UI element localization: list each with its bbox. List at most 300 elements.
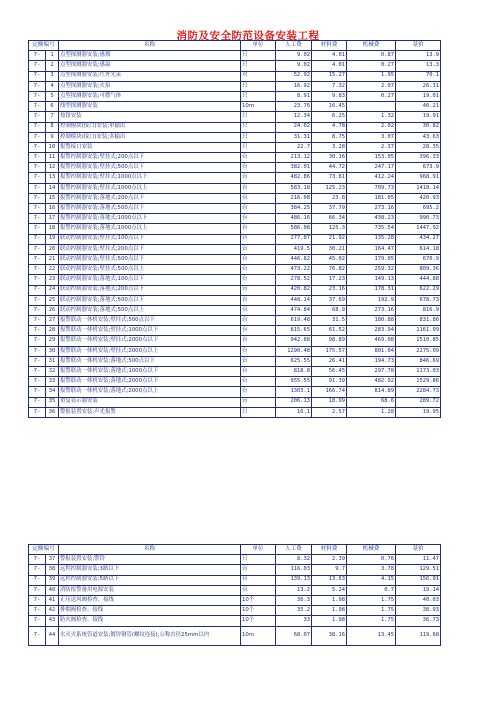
material-cost: 166.74	[312, 387, 347, 397]
table-row	[29, 397, 441, 407]
labor-cost: 16.92	[276, 81, 312, 91]
code-prefix: 7-	[29, 173, 46, 183]
machine-cost: 482.92	[347, 377, 396, 387]
material-cost: 30.21	[312, 244, 347, 254]
material-cost: 91.39	[312, 377, 347, 387]
header-name: 名称	[59, 41, 241, 51]
base-price: 11.47	[396, 555, 441, 565]
material-cost: 2.57	[312, 407, 347, 417]
base-price: 40.03	[396, 595, 441, 605]
code-number: 38	[46, 565, 59, 575]
base-price: 1510.85	[396, 336, 441, 346]
machine-cost: 2.02	[347, 122, 396, 132]
table-row	[29, 565, 441, 575]
item-unit: 台	[241, 377, 276, 387]
header-base: 基价	[396, 545, 441, 555]
base-price: 846.69	[396, 356, 441, 366]
code-number: 30	[46, 346, 59, 356]
code-prefix: 7-	[29, 81, 46, 91]
table-row	[29, 254, 441, 264]
base-price: 19.91	[396, 112, 441, 122]
item-name: 报警控制器安装;壁挂式;1000点以上	[59, 183, 241, 193]
code-number: 14	[46, 183, 59, 193]
table-row	[29, 173, 441, 183]
item-name: 报警联动一体机安装;落地式;1000点以下	[59, 367, 241, 377]
table-row	[29, 142, 441, 152]
code-prefix: 7-	[29, 91, 46, 101]
labor-cost: 9.02	[276, 61, 312, 71]
machine-cost: 273.16	[347, 204, 396, 214]
item-unit: 只	[241, 51, 276, 61]
table-row	[29, 346, 441, 356]
code-number: 5	[46, 91, 59, 101]
item-name: 水灭火系统管道安装;镀锌钢管(螺纹连接);公称直径25mm以内	[59, 626, 241, 645]
code-number: 42	[46, 606, 59, 616]
code-number: 8	[46, 122, 59, 132]
labor-cost: 482.86	[276, 173, 312, 183]
labor-cost: 278.52	[276, 275, 312, 285]
table-row	[29, 356, 441, 366]
code-prefix: 7-	[29, 606, 46, 616]
table-row	[29, 214, 441, 224]
machine-cost: 283.94	[347, 326, 396, 336]
item-unit: 台	[241, 214, 276, 224]
item-name: 点型探测器安装;火焰	[59, 81, 241, 91]
table-row	[29, 275, 441, 285]
material-cost: 98.89	[312, 336, 347, 346]
item-name: 线型探测器安装	[59, 102, 241, 112]
table-row	[29, 132, 441, 142]
item-unit: 台	[241, 153, 276, 163]
item-name: 消防报警备用电源安装	[59, 585, 241, 595]
material-cost: 26.41	[312, 356, 347, 366]
machine-cost: 181.05	[347, 193, 396, 203]
labor-cost: 1303.1	[276, 387, 312, 397]
item-name: 点型探测器安装;红外光束	[59, 71, 241, 81]
labor-cost: 206.13	[276, 397, 312, 407]
labor-cost: 448.14	[276, 295, 312, 305]
item-unit: 台	[241, 305, 276, 315]
table-header-row	[29, 41, 441, 51]
item-unit: 台	[241, 173, 276, 183]
labor-cost: 382.01	[276, 163, 312, 173]
code-prefix: 7-	[29, 102, 46, 112]
base-price: 1447.92	[396, 224, 441, 234]
code-prefix: 7-	[29, 214, 46, 224]
base-price: 614.18	[396, 244, 441, 254]
item-name: 联动控制器安装;壁挂式;500点以上	[59, 265, 241, 275]
machine-cost: 178.31	[347, 285, 396, 295]
code-prefix: 7-	[29, 346, 46, 356]
machine-cost: 4.15	[347, 575, 396, 585]
table-row	[29, 575, 441, 585]
item-unit: 台	[241, 254, 276, 264]
item-unit: 台	[241, 285, 276, 295]
material-cost: 15.27	[312, 71, 347, 81]
header-unit: 单位	[241, 41, 276, 51]
code-number: 37	[46, 555, 59, 565]
machine-cost: 180.88	[347, 316, 396, 326]
table-row	[29, 616, 441, 626]
table-row	[29, 193, 441, 203]
code-number: 4	[46, 81, 59, 91]
labor-cost: 52.92	[276, 71, 312, 81]
machine-cost: 2.37	[347, 142, 396, 152]
item-unit: 台	[241, 193, 276, 203]
header-material: 材料费	[312, 41, 347, 51]
item-name: 报警联动一体机安装;落地式;500点以下	[59, 356, 241, 366]
code-number: 41	[46, 595, 59, 605]
base-price: 129.51	[396, 565, 441, 575]
code-prefix: 7-	[29, 407, 46, 417]
item-name: 联动控制器安装;落地式;500点以上	[59, 305, 241, 315]
code-number: 20	[46, 244, 59, 254]
machine-cost: 194.73	[347, 356, 396, 366]
base-price: 38.93	[396, 606, 441, 616]
code-number: 19	[46, 234, 59, 244]
material-cost: 1.98	[312, 595, 347, 605]
labor-cost: 9.02	[276, 51, 312, 61]
code-number: 36	[46, 407, 59, 417]
table-row	[29, 51, 441, 61]
item-name: 报警联动一体机安装;壁挂式;500点以下	[59, 316, 241, 326]
labor-cost: 955.55	[276, 377, 312, 387]
item-unit: 只	[241, 132, 276, 142]
base-price: 156.91	[396, 575, 441, 585]
base-price: 1173.03	[396, 367, 441, 377]
material-cost: 37.79	[312, 204, 347, 214]
code-number: 1	[46, 51, 59, 61]
machine-cost: 179.05	[347, 254, 396, 264]
base-price: 19.01	[396, 91, 441, 101]
material-cost: 4.01	[312, 51, 347, 61]
base-price: 26.31	[396, 81, 441, 91]
labor-cost: 13.2	[276, 585, 312, 595]
header-base: 基价	[396, 41, 441, 51]
table-row	[29, 91, 441, 101]
item-name: 点型探测器安装;感烟	[59, 51, 241, 61]
table-row	[29, 606, 441, 616]
header-labor: 人工费	[276, 41, 312, 51]
item-name: 报警联动一体机安装;落地式;2000点以下	[59, 377, 241, 387]
item-name: 报警联动一体机安装;壁挂式;2000点以下	[59, 336, 241, 346]
material-cost: 37.69	[312, 295, 347, 305]
header-machine: 机械费	[347, 545, 396, 555]
base-price: 19.14	[396, 585, 441, 595]
code-prefix: 7-	[29, 71, 46, 81]
base-price: 1529.86	[396, 377, 441, 387]
material-cost: 61.52	[312, 326, 347, 336]
machine-cost: 1.95	[347, 71, 396, 81]
table-row	[29, 265, 441, 275]
material-cost: 1.98	[312, 616, 347, 626]
item-unit: 台	[241, 356, 276, 366]
code-number: 32	[46, 367, 59, 377]
base-price: 13.9	[396, 51, 441, 61]
base-price: 434.27	[396, 234, 441, 244]
material-cost: 9.7	[312, 565, 347, 575]
machine-cost: 68.6	[347, 397, 396, 407]
labor-cost: 33	[276, 616, 312, 626]
table-row	[29, 387, 441, 397]
machine-cost: 273.16	[347, 305, 396, 315]
item-name: 报警联动一体机安装;壁挂式;2000点以上	[59, 346, 241, 356]
code-prefix: 7-	[29, 316, 46, 326]
item-unit: 10m	[241, 626, 276, 645]
code-number: 12	[46, 163, 59, 173]
machine-cost: 0.27	[347, 61, 396, 71]
machine-cost: 814.89	[347, 387, 396, 397]
code-prefix: 7-	[29, 565, 46, 575]
code-prefix: 7-	[29, 305, 46, 315]
code-prefix: 7-	[29, 224, 46, 234]
machine-cost: 0.87	[347, 51, 396, 61]
material-cost: 31.5	[312, 316, 347, 326]
code-number: 28	[46, 326, 59, 336]
item-unit: 只	[241, 407, 276, 417]
table-row	[29, 377, 441, 387]
item-name: 重复显示器安装	[59, 397, 241, 407]
machine-cost: 3.07	[347, 132, 396, 142]
item-name: 联动控制器安装;壁挂式;500点以下	[59, 254, 241, 264]
item-name: 报警控制器安装;壁挂式;500点以下	[59, 163, 241, 173]
material-cost: 23.8	[312, 193, 347, 203]
header-unit: 单位	[241, 545, 276, 555]
item-name: 报警控制器安装;落地式;1000点以下	[59, 214, 241, 224]
code-number: 27	[46, 316, 59, 326]
labor-cost: 474.84	[276, 305, 312, 315]
item-name: 排烟阀检查、接线	[59, 606, 241, 616]
table-row	[29, 61, 441, 71]
item-unit: 台	[241, 244, 276, 254]
code-prefix: 7-	[29, 326, 46, 336]
item-name: 按钮安装	[59, 112, 241, 122]
machine-cost: 469.08	[347, 336, 396, 346]
material-cost: 45.02	[312, 254, 347, 264]
table-row	[29, 153, 441, 163]
code-number: 21	[46, 254, 59, 264]
material-cost: 30.16	[312, 153, 347, 163]
labor-cost: 619.48	[276, 316, 312, 326]
machine-cost: 1.28	[347, 407, 396, 417]
table-row	[29, 336, 441, 346]
base-price: 396.33	[396, 153, 441, 163]
base-price: 809.36	[396, 265, 441, 275]
item-name: 联动控制器安装;落地式;500点以下	[59, 295, 241, 305]
base-price: 678.73	[396, 295, 441, 305]
material-cost: 17.23	[312, 275, 347, 285]
table-row	[29, 81, 441, 91]
code-prefix: 7-	[29, 61, 46, 71]
code-prefix: 7-	[29, 585, 46, 595]
code-number: 17	[46, 214, 59, 224]
table-row	[29, 595, 441, 605]
base-price: 990.73	[396, 214, 441, 224]
code-number: 29	[46, 336, 59, 346]
code-number: 35	[46, 397, 59, 407]
item-unit: 台	[241, 336, 276, 346]
base-price: 43.63	[396, 132, 441, 142]
code-prefix: 7-	[29, 193, 46, 203]
code-number: 44	[46, 626, 59, 645]
table-row	[29, 626, 441, 645]
item-name: 报警控制器安装;壁挂式;200点以下	[59, 153, 241, 163]
labor-cost: 23.76	[276, 102, 312, 112]
material-cost: 66.34	[312, 214, 347, 224]
machine-cost: 153.05	[347, 153, 396, 163]
material-cost: 16.45	[312, 102, 347, 112]
quota-table-2	[28, 544, 441, 646]
base-price: 70.1	[396, 71, 441, 81]
code-number: 18	[46, 224, 59, 234]
base-price: 673.9	[396, 163, 441, 173]
machine-cost: 13.45	[347, 626, 396, 645]
labor-cost: 31.31	[276, 132, 312, 142]
machine-cost: 709.73	[347, 183, 396, 193]
base-price: 40.21	[396, 102, 441, 112]
table-row	[29, 316, 441, 326]
item-unit: 只	[241, 91, 276, 101]
code-number: 16	[46, 204, 59, 214]
code-number: 9	[46, 132, 59, 142]
code-prefix: 7-	[29, 356, 46, 366]
material-cost: 23.16	[312, 285, 347, 295]
base-price: 444.88	[396, 275, 441, 285]
labor-cost: 446.82	[276, 254, 312, 264]
labor-cost: 815.65	[276, 326, 312, 336]
code-prefix: 7-	[29, 397, 46, 407]
labor-cost: 139.13	[276, 575, 312, 585]
material-cost: 9.83	[312, 91, 347, 101]
code-prefix: 7-	[29, 204, 46, 214]
item-unit: 只	[241, 142, 276, 152]
code-prefix: 7-	[29, 183, 46, 193]
code-prefix: 7-	[29, 285, 46, 295]
material-cost: 175.57	[312, 346, 347, 356]
base-price: 13.3	[396, 61, 441, 71]
item-unit: 台	[241, 163, 276, 173]
code-prefix: 7-	[29, 163, 46, 173]
item-unit: 10m	[241, 102, 276, 112]
item-unit: 台	[241, 565, 276, 575]
item-unit: 台	[241, 346, 276, 356]
table-row	[29, 305, 441, 315]
machine-cost: 164.47	[347, 244, 396, 254]
material-cost: 8.75	[312, 132, 347, 142]
material-cost: 73.81	[312, 173, 347, 183]
table-row	[29, 326, 441, 336]
header-machine: 机械费	[347, 41, 396, 51]
labor-cost: 35.2	[276, 606, 312, 616]
code-prefix: 7-	[29, 265, 46, 275]
material-cost: 125.23	[312, 183, 347, 193]
labor-cost: 625.55	[276, 356, 312, 366]
labor-cost: 384.25	[276, 204, 312, 214]
code-prefix: 7-	[29, 275, 46, 285]
item-unit: 台	[241, 575, 276, 585]
table-row	[29, 244, 441, 254]
material-cost: 1.98	[312, 606, 347, 616]
base-price: 816.9	[396, 305, 441, 315]
item-unit: 10个	[241, 616, 276, 626]
machine-cost: 259.32	[347, 265, 396, 275]
machine-cost: 735.54	[347, 224, 396, 234]
code-number: 26	[46, 305, 59, 315]
code-number: 11	[46, 153, 59, 163]
item-name: 报警控制器安装;落地式;500点以下	[59, 204, 241, 214]
labor-cost: 24.02	[276, 122, 312, 132]
labor-cost: 277.07	[276, 234, 312, 244]
header-material: 材料费	[312, 545, 347, 555]
machine-cost: 135.28	[347, 234, 396, 244]
material-cost: 7.32	[312, 81, 347, 91]
table-row	[29, 163, 441, 173]
machine-cost: 801.04	[347, 346, 396, 356]
item-name: 点型探测器安装;可燃气体	[59, 91, 241, 101]
base-price: 289.72	[396, 397, 441, 407]
code-number: 33	[46, 377, 59, 387]
item-name: 警报装置安装;警铃	[59, 555, 241, 565]
table-row	[29, 285, 441, 295]
item-name: 报警接口安装	[59, 142, 241, 152]
labor-cost: 12.34	[276, 112, 312, 122]
item-unit: 只	[241, 112, 276, 122]
code-prefix: 7-	[29, 595, 46, 605]
material-cost: 76.82	[312, 265, 347, 275]
code-number: 15	[46, 193, 59, 203]
code-number: 3	[46, 71, 59, 81]
table-header-row	[29, 545, 441, 555]
header-code: 定额编号	[29, 41, 59, 51]
code-prefix: 7-	[29, 112, 46, 122]
table-row	[29, 224, 441, 234]
table-row	[29, 555, 441, 565]
item-unit: 台	[241, 265, 276, 275]
labor-cost: 16.1	[276, 407, 312, 417]
base-price: 2275.09	[396, 346, 441, 356]
table-row	[29, 367, 441, 377]
code-prefix: 7-	[29, 254, 46, 264]
labor-cost: 216.08	[276, 193, 312, 203]
machine-cost: 1.75	[347, 606, 396, 616]
code-prefix: 7-	[29, 575, 46, 585]
code-prefix: 7-	[29, 244, 46, 254]
item-name: 正压送风阀检查、接线	[59, 595, 241, 605]
base-price: 1161.09	[396, 326, 441, 336]
machine-cost: 297.78	[347, 367, 396, 377]
item-unit: 台	[241, 224, 276, 234]
material-cost: 3.28	[312, 142, 347, 152]
page-title: 消防及安全防范设备安装工程	[176, 30, 320, 42]
item-unit: 台	[241, 387, 276, 397]
machine-cost: 3.78	[347, 565, 396, 575]
base-price: 19.95	[396, 407, 441, 417]
code-number: 24	[46, 285, 59, 295]
base-price: 831.86	[396, 316, 441, 326]
base-price: 1418.14	[396, 183, 441, 193]
table-row	[29, 112, 441, 122]
code-prefix: 7-	[29, 142, 46, 152]
code-number: 6	[46, 102, 59, 112]
item-unit: 只	[241, 122, 276, 132]
code-prefix: 7-	[29, 387, 46, 397]
machine-cost: 2.07	[347, 81, 396, 91]
item-unit: 只	[241, 81, 276, 91]
labor-cost: 419.5	[276, 244, 312, 254]
labor-cost: 213.12	[276, 153, 312, 163]
labor-cost: 8.32	[276, 555, 312, 565]
code-prefix: 7-	[29, 377, 46, 387]
